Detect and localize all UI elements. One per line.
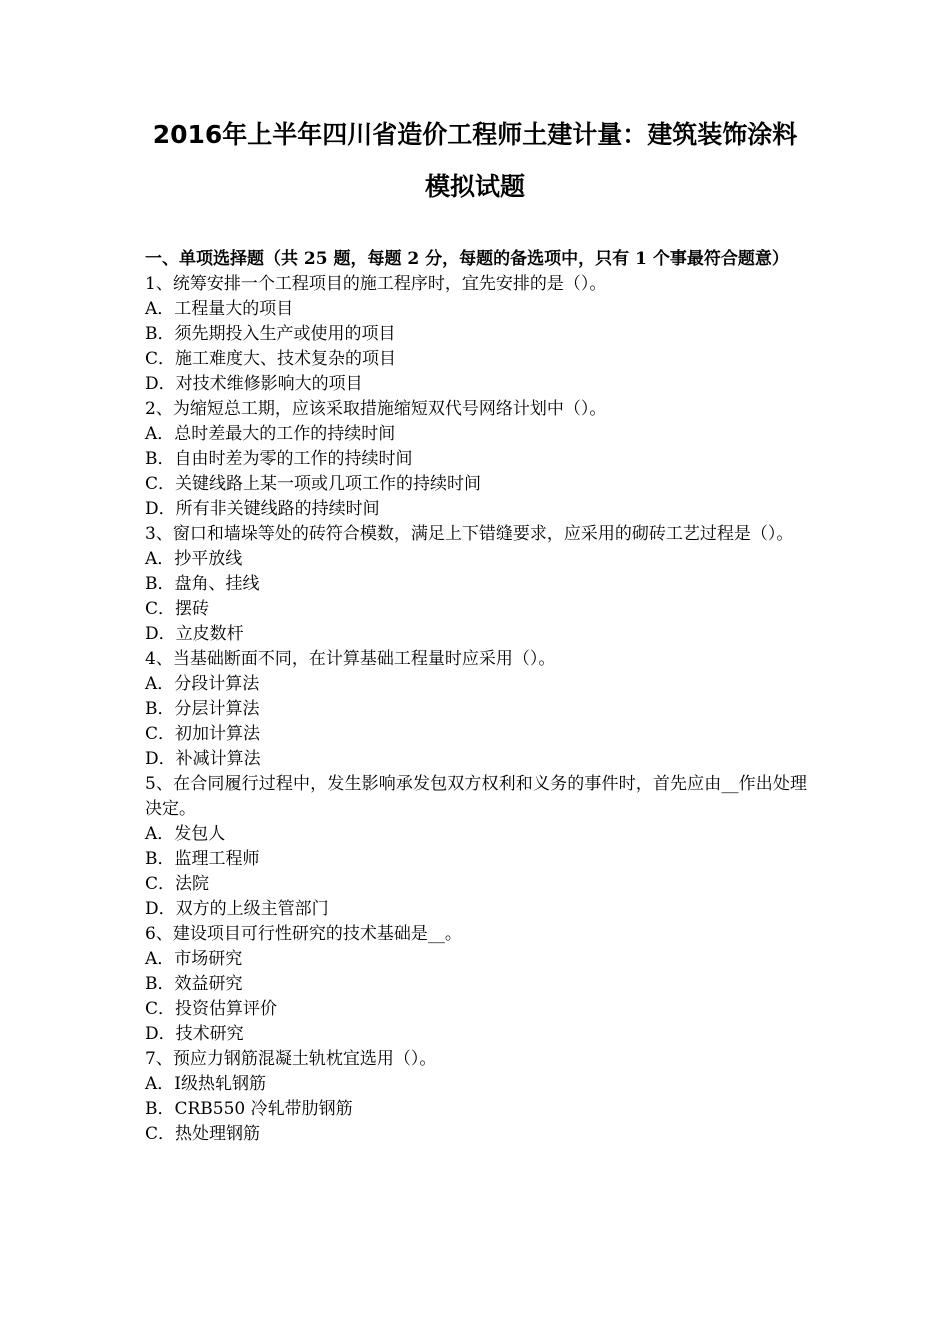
option-a: A．抄平放线	[145, 549, 243, 569]
question-1	[145, 272, 807, 397]
option-d: D．技术研究	[145, 1024, 244, 1044]
question-stem: 1、统筹安排一个工程项目的施工程序时，宜先安排的是（）。	[145, 274, 607, 294]
option-c: C．摆砖	[145, 599, 210, 619]
option-a: A．分段计算法	[145, 674, 260, 694]
option-d: D．立皮数杆	[145, 624, 244, 644]
question-6	[145, 922, 807, 1047]
question-4	[145, 647, 807, 772]
section-heading: 一、单项选择题（共 25 题，每题 2 分，每题的备选项中，只有 1 个事最符合题意）	[145, 249, 789, 269]
option-c: C．投资估算评价	[145, 999, 278, 1019]
question-stem: 2、为缩短总工期，应该采取措施缩短双代号网络计划中（）。	[145, 399, 607, 419]
option-b: B．须先期投入生产或使用的项目	[145, 324, 396, 344]
question-stem: 5、在合同履行过程中，发生影响承发包双方权利和义务的事件时，首先应由__作出处理决定。	[145, 774, 807, 819]
option-b: B．效益研究	[145, 974, 243, 994]
option-b: B．分层计算法	[145, 699, 260, 719]
option-c: C．法院	[145, 874, 210, 894]
question-5	[145, 772, 807, 922]
question-stem: 3、窗口和墙垛等处的砖符合模数，满足上下错缝要求，应采用的砌砖工艺过程是（）。	[145, 524, 794, 544]
option-d: D．补减计算法	[145, 749, 261, 769]
question-7	[145, 1047, 807, 1147]
option-a: A．发包人	[145, 824, 226, 844]
option-a: A．市场研究	[145, 949, 243, 969]
question-3	[145, 522, 807, 647]
question-stem: 6、建设项目可行性研究的技术基础是__。	[145, 924, 462, 944]
option-b: B．自由时差为零的工作的持续时间	[145, 449, 413, 469]
option-a: A．工程量大的项目	[145, 299, 294, 319]
option-d: D．所有非关键线路的持续时间	[145, 499, 380, 519]
option-b: B．盘角、挂线	[145, 574, 260, 594]
option-c: C．热处理钢筋	[145, 1124, 261, 1144]
option-d: D．对技术维修影响大的项目	[145, 374, 363, 394]
document-title-line-1: 2016年上半年四川省造价工程师土建计量：建筑装饰涂料	[152, 120, 798, 149]
option-c: C．初加计算法	[145, 724, 261, 744]
option-b: B．监理工程师	[145, 849, 260, 869]
document-body	[145, 247, 807, 1147]
option-a: A．Ⅰ级热轧钢筋	[145, 1074, 266, 1094]
question-2	[145, 397, 807, 522]
option-c: C．关键线路上某一项或几项工作的持续时间	[145, 474, 482, 494]
option-a: A．总时差最大的工作的持续时间	[145, 424, 396, 444]
option-b: B．CRB550 冷轧带肋钢筋	[145, 1099, 353, 1119]
question-stem: 4、当基础断面不同，在计算基础工程量时应采用（）。	[145, 649, 556, 669]
question-stem: 7、预应力钢筋混凝土轨枕宜选用（）。	[145, 1049, 437, 1069]
option-c: C．施工难度大、技术复杂的项目	[145, 349, 397, 369]
option-d: D．双方的上级主管部门	[145, 899, 329, 919]
document-title-line-2: 模拟试题	[424, 172, 525, 201]
